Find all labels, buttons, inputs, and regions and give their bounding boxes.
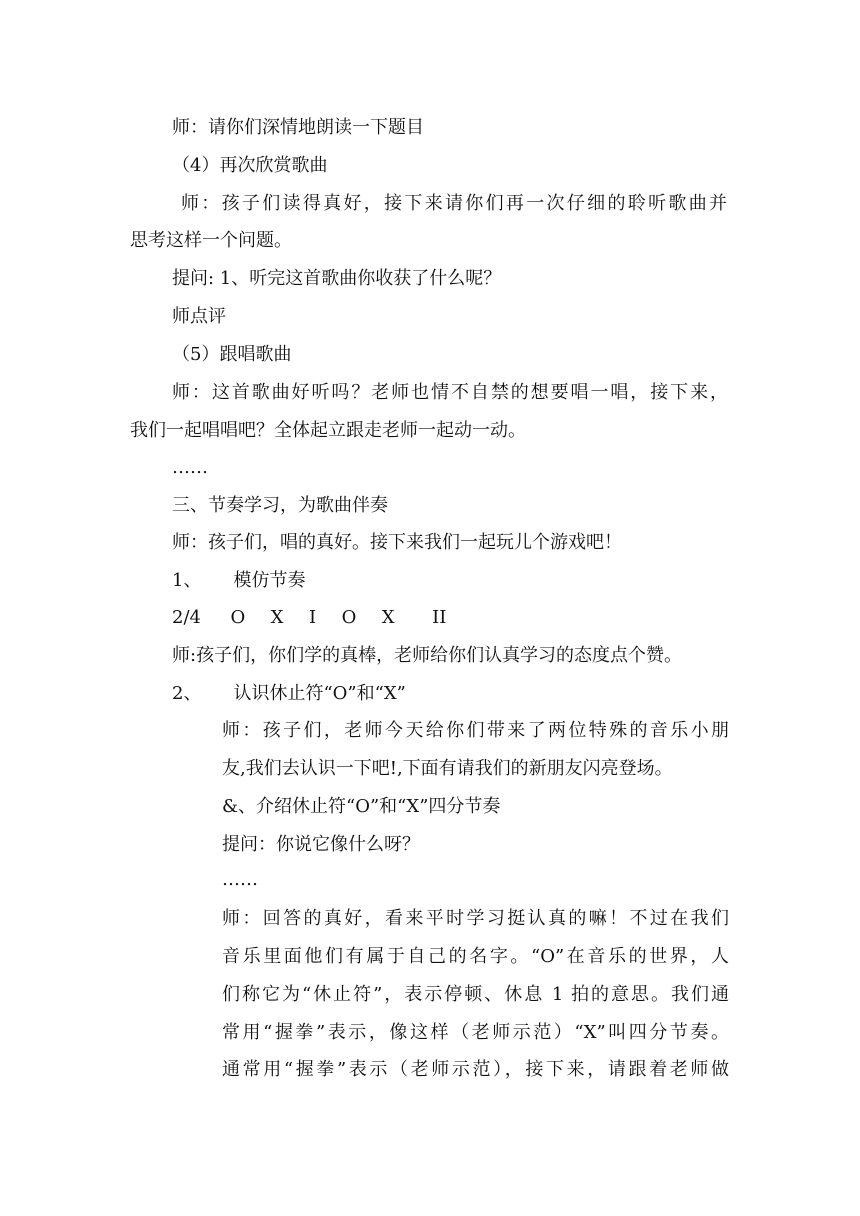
ellipsis: ……	[172, 457, 208, 478]
text-line: 音乐里面他们有属于自己的名字。“O”在音乐的世界，人	[222, 946, 729, 967]
text-line: 师点评	[172, 306, 226, 327]
list-item	[172, 569, 305, 593]
text-line: &、介绍休止符“O”和“X”四分节奏	[222, 796, 501, 817]
text-line: 师：孩子们，唱的真好。接下来我们一起玩儿个游戏吧！	[172, 532, 622, 553]
text-line: 师：孩子们读得真好，接下来请你们再一次仔细的聆听歌曲并	[181, 193, 727, 214]
text-line: 常用“握拳”表示，像这样（老师示范）“X”叫四分节奏。	[222, 1022, 729, 1043]
ellipsis: ……	[222, 869, 258, 890]
text-line: 师：孩子们，老师今天给你们带来了两位特殊的音乐小朋	[222, 720, 729, 741]
text-line: 提问: 1、听完这首歌曲你收获了什么呢？	[172, 268, 502, 289]
section-heading: （5）跟唱歌曲	[172, 344, 292, 365]
list-text: 模仿节奏	[233, 570, 306, 591]
rhythm-symbol: O	[230, 607, 246, 628]
rhythm-pattern	[172, 606, 446, 630]
list-number: 1、	[172, 570, 202, 591]
text-line: 们称它为“休止符”，表示停顿、休息 1 拍的意思。我们通	[222, 984, 729, 1005]
rhythm-symbol: O	[341, 607, 357, 628]
rhythm-symbol: X	[270, 607, 284, 628]
text-line: 提问：你说它像什么呀？	[222, 834, 420, 855]
text-line: 师：请你们深情地朗读一下题目	[172, 117, 424, 138]
text-line: 师:孩子们，你们学的真棒，老师给你们认真学习的态度点个赞。	[172, 645, 683, 666]
rhythm-symbol: X	[381, 607, 395, 628]
rhythm-symbol: I	[308, 607, 317, 628]
text-line: 友,我们去认识一下吧!,下面有请我们的新朋友闪亮登场。	[222, 758, 673, 779]
rhythm-symbol: II	[432, 607, 447, 628]
text-line: 师：回答的真好，看来平时学习挺认真的嘛！不过在我们	[222, 908, 729, 929]
section-heading: （4）再次欣赏歌曲	[172, 155, 328, 176]
list-text: 认识休止符“O”和“X”	[233, 683, 406, 704]
text-line: 我们一起唱唱吧？全体起立跟走老师一起动一动。	[130, 420, 526, 441]
time-signature: 2/4	[172, 607, 201, 628]
text-line: 通常用“握拳”表示（老师示范），接下来，请跟着老师做	[222, 1059, 729, 1080]
text-line: 思考这样一个问题。	[130, 230, 292, 251]
list-number: 2、	[172, 683, 202, 704]
text-line: 师：这首歌曲好听吗？老师也情不自禁的想要唱一唱，接下来，	[172, 382, 728, 403]
section-heading: 三、节奏学习，为歌曲伴奏	[172, 495, 388, 516]
list-item	[172, 682, 406, 706]
